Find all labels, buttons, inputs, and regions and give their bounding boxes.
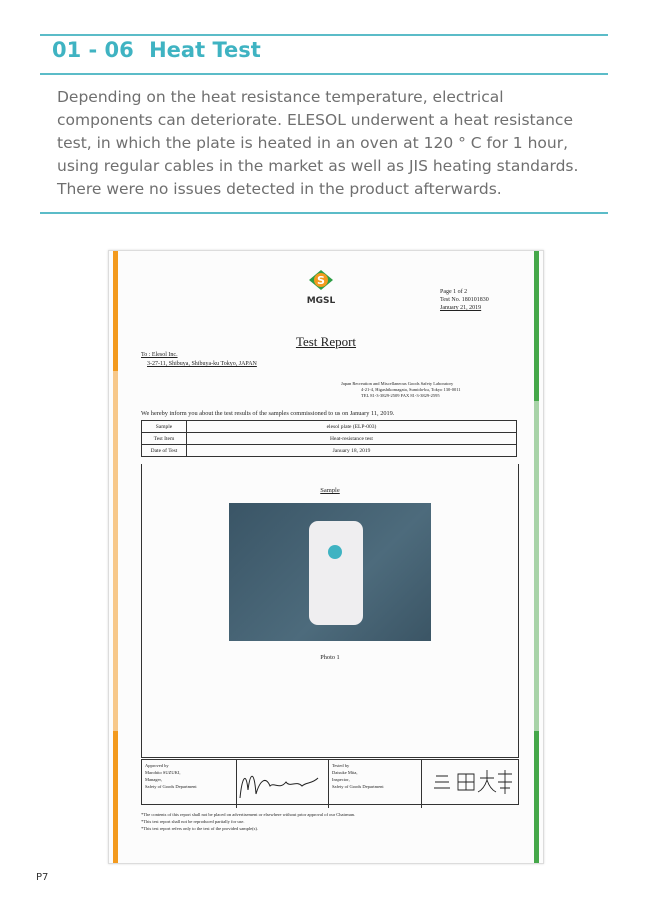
plate-logo-icon	[328, 545, 342, 559]
top-divider	[40, 34, 608, 36]
table-row	[142, 433, 517, 445]
section-number: 01 - 06	[52, 38, 134, 62]
note-item: *This test report refers only to the test of the provided sample(s).	[141, 826, 258, 831]
signature-table	[141, 759, 519, 805]
row-value: elesol plate (ELP-003)	[187, 421, 517, 433]
intro-divider	[40, 212, 608, 214]
note-item: *The contents of this report shall not be placed on advertisement or elsewhere without prior approval of our Chairman.	[141, 812, 356, 817]
report-info-table	[141, 420, 517, 457]
row-key: Sample	[142, 421, 187, 433]
signature-image-2	[422, 760, 518, 804]
tested-by-label: Tested by	[332, 763, 350, 768]
table-row	[142, 421, 517, 433]
row-key: Date of Test	[142, 445, 187, 457]
approver-signature	[236, 760, 324, 804]
recipient	[141, 351, 257, 369]
approver-department: Safety of Goods Department	[145, 784, 197, 789]
page-of: Page 1 of 2	[440, 289, 468, 295]
recipient-address: 3-27-11, Shibuya, Shibuya-ku Tokyo, JAPAN	[147, 361, 257, 367]
report-date: January 21, 2019	[440, 305, 482, 311]
lab-name: Japan Recreation and Miscellaneous Goods Safety Laboratory	[341, 381, 454, 386]
tester-department: Safety of Goods Department	[332, 784, 384, 789]
approver-block	[142, 760, 237, 808]
sample-section	[141, 464, 519, 758]
intro-paragraph: Depending on the heat resistance temperature, electrical components can deteriorate. ELESOL underwent a heat resistance test, in which the plate is heated in an oven at 120 ° C for 1 hour, using regular cables in the market as well as JIS heating standards. There were no issues detected in the product afterwards.	[57, 88, 579, 198]
section-title: Heat Test	[149, 38, 261, 62]
note-item: *This test report shall not be reproduced partially for use.	[141, 819, 245, 824]
test-number: Test No. 180101830	[440, 297, 489, 303]
report-notes	[141, 811, 355, 832]
tester-block	[328, 760, 422, 808]
logo-text: MGSL	[306, 296, 336, 306]
mgsl-logo	[301, 269, 341, 306]
report-page-info	[440, 288, 489, 312]
test-report-scan	[108, 250, 544, 864]
sample-label: Sample	[320, 487, 340, 494]
lab-info	[341, 381, 511, 399]
approver-name: Marohito SUZUKI,	[145, 770, 181, 775]
mgsl-logo-icon	[308, 269, 334, 291]
sample-photo	[229, 503, 431, 641]
elesol-plate	[309, 521, 363, 625]
lab-tel: TEL 81-3-3829-2509 FAX 81-3-3829-2595	[361, 393, 440, 398]
table-row	[142, 445, 517, 457]
report-title: Test Report	[295, 334, 357, 349]
signature-image	[236, 760, 324, 804]
section-heading	[52, 38, 261, 62]
approved-by-label: Approved by	[145, 763, 169, 768]
tester-signature	[422, 760, 518, 804]
heading-divider	[40, 73, 608, 75]
inform-line: We hereby inform you about the test results of the samples commissioned to us on January 11, 2019.	[141, 410, 395, 417]
lab-address: 4-21-4, Higashikomagata, Sumida-ku, Tokyo 130-0011	[361, 387, 461, 392]
page-number: P7	[36, 872, 49, 883]
photo-caption: Photo 1	[320, 654, 340, 661]
row-value: Heat-resistance test	[187, 433, 517, 445]
approver-title: Manager,	[145, 777, 162, 782]
svg-text:S: S	[317, 274, 325, 287]
row-value: January 18, 2019	[187, 445, 517, 457]
recipient-name: To : Elesol Inc.	[141, 352, 178, 358]
tester-title: Inspector,	[332, 777, 350, 782]
row-key: Test Item	[142, 433, 187, 445]
tester-name: Daisuke Mita,	[332, 770, 358, 775]
